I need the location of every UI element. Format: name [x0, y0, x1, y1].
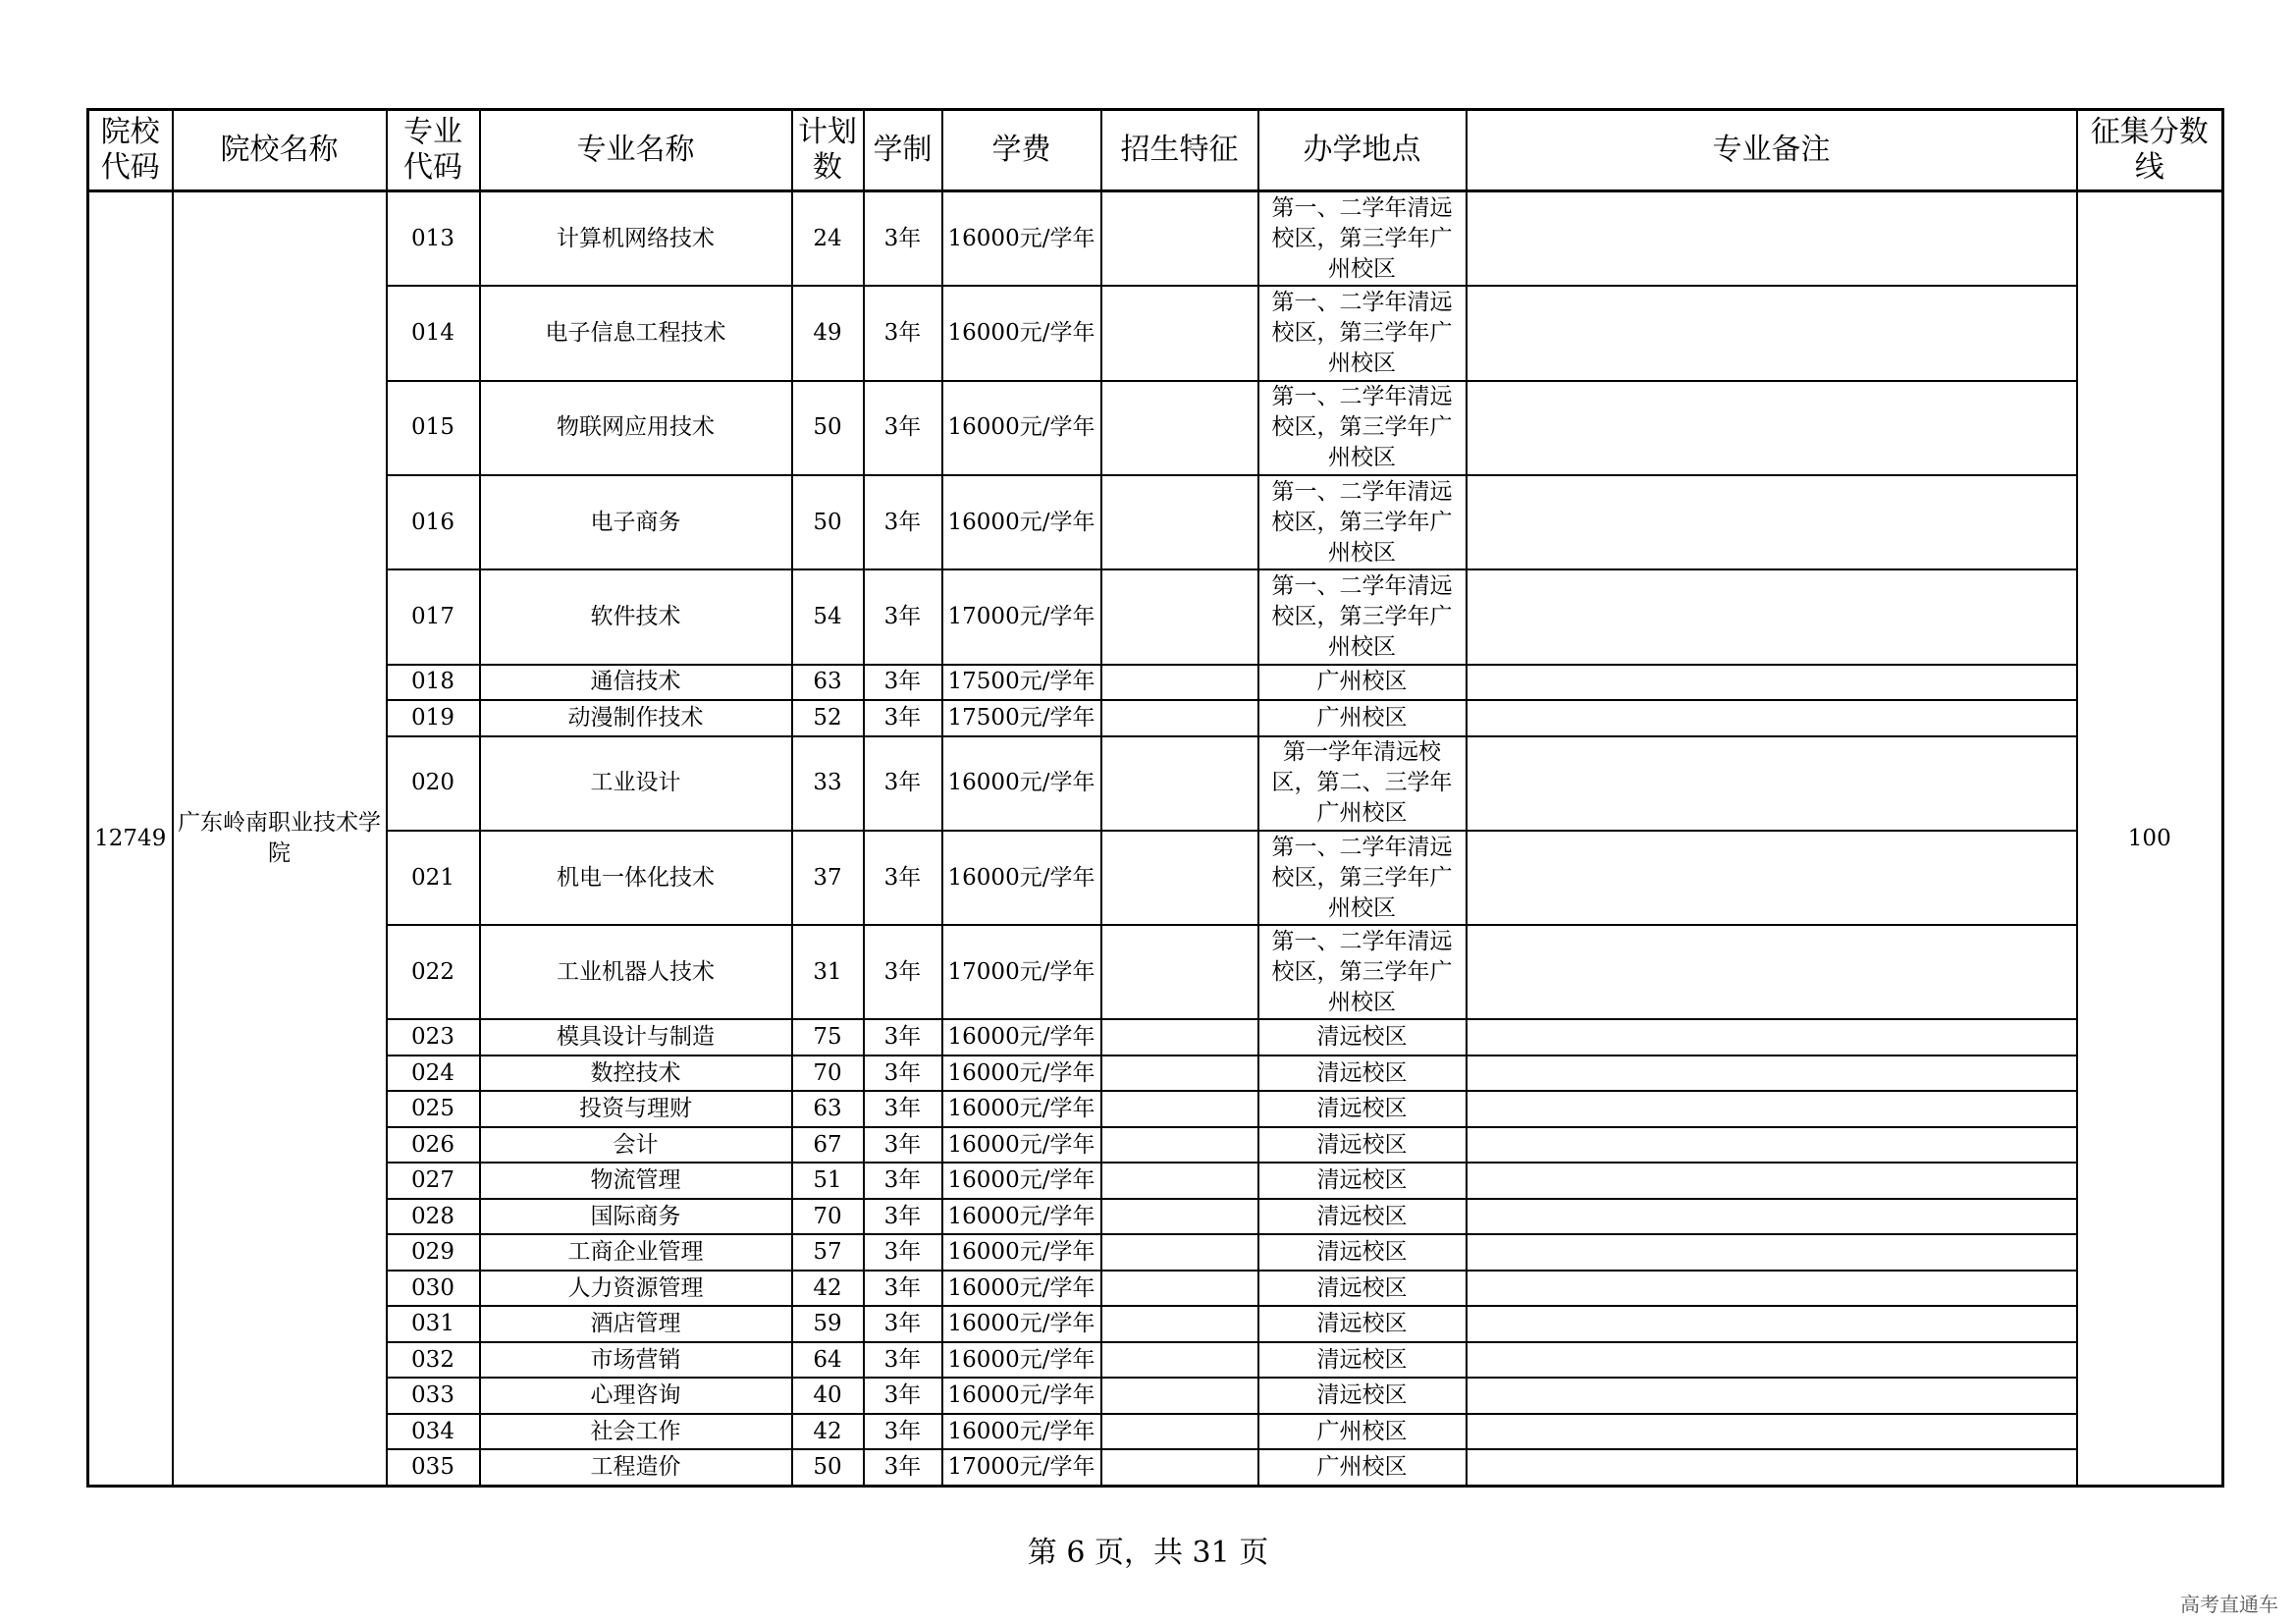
tuition-cell: 16000元/学年 [942, 1127, 1101, 1163]
feature-cell [1101, 1234, 1258, 1270]
location-cell: 清远校区 [1258, 1378, 1467, 1413]
watermark: 高考直通车 [2180, 1593, 2278, 1616]
major-code-cell: 025 [387, 1091, 480, 1126]
location-cell: 清远校区 [1258, 1127, 1467, 1163]
major-name-cell: 物流管理 [480, 1163, 792, 1198]
remark-cell [1467, 925, 2077, 1019]
plan-cell: 50 [792, 381, 864, 475]
plan-cell: 52 [792, 700, 864, 735]
feature-cell [1101, 191, 1258, 287]
plan-cell: 64 [792, 1342, 864, 1378]
feature-cell [1101, 286, 1258, 380]
remark-cell [1467, 1199, 2077, 1234]
plan-cell: 31 [792, 925, 864, 1019]
location-cell: 清远校区 [1258, 1163, 1467, 1198]
plan-cell: 67 [792, 1127, 864, 1163]
feature-cell [1101, 1199, 1258, 1234]
major-code-cell: 022 [387, 925, 480, 1019]
location-cell: 清远校区 [1258, 1056, 1467, 1091]
location-cell: 第一学年清远校区，第二、三学年广州校区 [1258, 736, 1467, 831]
major-name-cell: 计算机网络技术 [480, 191, 792, 287]
tuition-cell: 16000元/学年 [942, 1342, 1101, 1378]
tuition-cell: 16000元/学年 [942, 191, 1101, 287]
location-cell: 清远校区 [1258, 1234, 1467, 1270]
location-cell: 第一、二学年清远校区，第三学年广州校区 [1258, 831, 1467, 925]
feature-cell [1101, 1091, 1258, 1126]
table-row [88, 1091, 2223, 1126]
major-code-cell: 032 [387, 1342, 480, 1378]
major-code-cell: 019 [387, 700, 480, 735]
location-cell: 清远校区 [1258, 1019, 1467, 1055]
table-row [88, 1127, 2223, 1163]
tuition-cell: 16000元/学年 [942, 1019, 1101, 1055]
major-name-cell: 投资与理财 [480, 1091, 792, 1126]
duration-cell: 3年 [864, 700, 942, 735]
remark-cell [1467, 1378, 2077, 1413]
location-cell: 清远校区 [1258, 1199, 1467, 1234]
header-major-code: 专业代码 [387, 110, 480, 191]
major-name-cell: 软件技术 [480, 569, 792, 664]
major-code-cell: 024 [387, 1056, 480, 1091]
feature-cell [1101, 1342, 1258, 1378]
duration-cell: 3年 [864, 736, 942, 831]
remark-cell [1467, 1449, 2077, 1486]
major-code-cell: 023 [387, 1019, 480, 1055]
location-cell: 清远校区 [1258, 1091, 1467, 1126]
feature-cell [1101, 1449, 1258, 1486]
major-code-cell: 015 [387, 381, 480, 475]
major-name-cell: 物联网应用技术 [480, 381, 792, 475]
duration-cell: 3年 [864, 475, 942, 569]
duration-cell: 3年 [864, 665, 942, 700]
major-code-cell: 035 [387, 1449, 480, 1486]
plan-cell: 50 [792, 475, 864, 569]
table-row [88, 569, 2223, 664]
table-row [88, 1271, 2223, 1306]
major-name-cell: 市场营销 [480, 1342, 792, 1378]
plan-cell: 37 [792, 831, 864, 925]
feature-cell [1101, 1306, 1258, 1341]
major-name-cell: 工业机器人技术 [480, 925, 792, 1019]
duration-cell: 3年 [864, 569, 942, 664]
major-name-cell: 机电一体化技术 [480, 831, 792, 925]
tuition-cell: 16000元/学年 [942, 831, 1101, 925]
major-code-cell: 028 [387, 1199, 480, 1234]
tuition-cell: 16000元/学年 [942, 1163, 1101, 1198]
major-name-cell: 动漫制作技术 [480, 700, 792, 735]
plan-cell: 63 [792, 665, 864, 700]
page-footer: 第 6 页，共 31 页 [1027, 1536, 1269, 1570]
location-cell: 广州校区 [1258, 665, 1467, 700]
location-cell: 第一、二学年清远校区，第三学年广州校区 [1258, 381, 1467, 475]
table-row [88, 831, 2223, 925]
plan-cell: 54 [792, 569, 864, 664]
duration-cell: 3年 [864, 1127, 942, 1163]
table-row [88, 381, 2223, 475]
major-name-cell: 模具设计与制造 [480, 1019, 792, 1055]
location-cell: 清远校区 [1258, 1271, 1467, 1306]
feature-cell [1101, 1127, 1258, 1163]
school-code-cell: 12749 [88, 191, 173, 1487]
major-name-cell: 电子信息工程技术 [480, 286, 792, 380]
remark-cell [1467, 1306, 2077, 1341]
duration-cell: 3年 [864, 1306, 942, 1341]
feature-cell [1101, 1019, 1258, 1055]
school-name-cell: 广东岭南职业技术学院 [173, 191, 387, 1487]
location-cell: 第一、二学年清远校区，第三学年广州校区 [1258, 191, 1467, 287]
tuition-cell: 16000元/学年 [942, 286, 1101, 380]
remark-cell [1467, 1342, 2077, 1378]
location-cell: 第一、二学年清远校区，第三学年广州校区 [1258, 475, 1467, 569]
table-row [88, 191, 2223, 287]
major-name-cell: 心理咨询 [480, 1378, 792, 1413]
location-cell: 广州校区 [1258, 700, 1467, 735]
plan-cell: 40 [792, 1378, 864, 1413]
plan-cell: 24 [792, 191, 864, 287]
feature-cell [1101, 1056, 1258, 1091]
header-school-code: 院校代码 [88, 110, 173, 191]
tuition-cell: 16000元/学年 [942, 736, 1101, 831]
location-cell: 清远校区 [1258, 1306, 1467, 1341]
major-name-cell: 国际商务 [480, 1199, 792, 1234]
remark-cell [1467, 1414, 2077, 1449]
plan-cell: 59 [792, 1306, 864, 1341]
table-body [88, 191, 2223, 1487]
admission-table [86, 108, 2224, 1488]
major-code-cell: 021 [387, 831, 480, 925]
tuition-cell: 17000元/学年 [942, 569, 1101, 664]
duration-cell: 3年 [864, 1234, 942, 1270]
duration-cell: 3年 [864, 191, 942, 287]
major-code-cell: 033 [387, 1378, 480, 1413]
major-name-cell: 社会工作 [480, 1414, 792, 1449]
plan-cell: 51 [792, 1163, 864, 1198]
header-remark: 专业备注 [1467, 110, 2077, 191]
remark-cell [1467, 191, 2077, 287]
table-row [88, 736, 2223, 831]
duration-cell: 3年 [864, 831, 942, 925]
major-code-cell: 034 [387, 1414, 480, 1449]
remark-cell [1467, 1163, 2077, 1198]
plan-cell: 50 [792, 1449, 864, 1486]
duration-cell: 3年 [864, 1199, 942, 1234]
major-code-cell: 020 [387, 736, 480, 831]
feature-cell [1101, 475, 1258, 569]
feature-cell [1101, 569, 1258, 664]
duration-cell: 3年 [864, 1056, 942, 1091]
tuition-cell: 16000元/学年 [942, 1234, 1101, 1270]
major-code-cell: 029 [387, 1234, 480, 1270]
location-cell: 清远校区 [1258, 1342, 1467, 1378]
tuition-cell: 16000元/学年 [942, 1199, 1101, 1234]
tuition-cell: 16000元/学年 [942, 381, 1101, 475]
remark-cell [1467, 700, 2077, 735]
location-cell: 第一、二学年清远校区，第三学年广州校区 [1258, 925, 1467, 1019]
feature-cell [1101, 665, 1258, 700]
duration-cell: 3年 [864, 1091, 942, 1126]
plan-cell: 70 [792, 1056, 864, 1091]
location-cell: 第一、二学年清远校区，第三学年广州校区 [1258, 286, 1467, 380]
major-code-cell: 013 [387, 191, 480, 287]
duration-cell: 3年 [864, 381, 942, 475]
table-row [88, 286, 2223, 380]
tuition-cell: 16000元/学年 [942, 1306, 1101, 1341]
plan-cell: 57 [792, 1234, 864, 1270]
duration-cell: 3年 [864, 1378, 942, 1413]
tuition-cell: 17000元/学年 [942, 925, 1101, 1019]
duration-cell: 3年 [864, 1019, 942, 1055]
major-name-cell: 工程造价 [480, 1449, 792, 1486]
feature-cell [1101, 1271, 1258, 1306]
tuition-cell: 16000元/学年 [942, 1271, 1101, 1306]
duration-cell: 3年 [864, 286, 942, 380]
table-row [88, 1019, 2223, 1055]
header-duration: 学制 [864, 110, 942, 191]
header-school-name: 院校名称 [173, 110, 387, 191]
major-code-cell: 018 [387, 665, 480, 700]
tuition-cell: 16000元/学年 [942, 1056, 1101, 1091]
feature-cell [1101, 1378, 1258, 1413]
remark-cell [1467, 831, 2077, 925]
tuition-cell: 17000元/学年 [942, 1449, 1101, 1486]
remark-cell [1467, 665, 2077, 700]
remark-cell [1467, 475, 2077, 569]
remark-cell [1467, 1271, 2077, 1306]
tuition-cell: 16000元/学年 [942, 1091, 1101, 1126]
header-score: 征集分数线 [2077, 110, 2223, 191]
remark-cell [1467, 736, 2077, 831]
duration-cell: 3年 [864, 1449, 942, 1486]
location-cell: 第一、二学年清远校区，第三学年广州校区 [1258, 569, 1467, 664]
feature-cell [1101, 925, 1258, 1019]
plan-cell: 42 [792, 1271, 864, 1306]
table-row [88, 1234, 2223, 1270]
feature-cell [1101, 1163, 1258, 1198]
table-row [88, 665, 2223, 700]
table-row [88, 925, 2223, 1019]
remark-cell [1467, 1091, 2077, 1126]
major-name-cell: 工商企业管理 [480, 1234, 792, 1270]
tuition-cell: 16000元/学年 [942, 1378, 1101, 1413]
duration-cell: 3年 [864, 1414, 942, 1449]
table-row [88, 1449, 2223, 1486]
major-name-cell: 酒店管理 [480, 1306, 792, 1341]
major-code-cell: 027 [387, 1163, 480, 1198]
header-plan: 计划数 [792, 110, 864, 191]
table-row [88, 1199, 2223, 1234]
tuition-cell: 16000元/学年 [942, 475, 1101, 569]
duration-cell: 3年 [864, 1163, 942, 1198]
major-code-cell: 031 [387, 1306, 480, 1341]
plan-cell: 42 [792, 1414, 864, 1449]
remark-cell [1467, 569, 2077, 664]
plan-cell: 63 [792, 1091, 864, 1126]
header-location: 办学地点 [1258, 110, 1467, 191]
plan-cell: 49 [792, 286, 864, 380]
remark-cell [1467, 1234, 2077, 1270]
plan-cell: 70 [792, 1199, 864, 1234]
major-code-cell: 016 [387, 475, 480, 569]
major-name-cell: 工业设计 [480, 736, 792, 831]
tuition-cell: 17500元/学年 [942, 700, 1101, 735]
remark-cell [1467, 1019, 2077, 1055]
tuition-cell: 16000元/学年 [942, 1414, 1101, 1449]
remark-cell [1467, 286, 2077, 380]
table-row [88, 1342, 2223, 1378]
table-row [88, 475, 2223, 569]
table-row [88, 1306, 2223, 1341]
header-row [88, 110, 2223, 191]
major-name-cell: 人力资源管理 [480, 1271, 792, 1306]
location-cell: 广州校区 [1258, 1449, 1467, 1486]
major-code-cell: 026 [387, 1127, 480, 1163]
table-row [88, 1163, 2223, 1198]
table-row [88, 1056, 2223, 1091]
feature-cell [1101, 381, 1258, 475]
score-cell: 100 [2077, 191, 2223, 1487]
table-row [88, 1414, 2223, 1449]
tuition-cell: 17500元/学年 [942, 665, 1101, 700]
table-row [88, 700, 2223, 735]
major-code-cell: 030 [387, 1271, 480, 1306]
feature-cell [1101, 831, 1258, 925]
header-feature: 招生特征 [1101, 110, 1258, 191]
major-name-cell: 通信技术 [480, 665, 792, 700]
major-code-cell: 014 [387, 286, 480, 380]
plan-cell: 75 [792, 1019, 864, 1055]
feature-cell [1101, 736, 1258, 831]
major-name-cell: 电子商务 [480, 475, 792, 569]
location-cell: 广州校区 [1258, 1414, 1467, 1449]
header-tuition: 学费 [942, 110, 1101, 191]
duration-cell: 3年 [864, 1342, 942, 1378]
table-row [88, 1378, 2223, 1413]
remark-cell [1467, 1056, 2077, 1091]
plan-cell: 33 [792, 736, 864, 831]
remark-cell [1467, 1127, 2077, 1163]
remark-cell [1467, 381, 2077, 475]
major-name-cell: 数控技术 [480, 1056, 792, 1091]
duration-cell: 3年 [864, 1271, 942, 1306]
feature-cell [1101, 1414, 1258, 1449]
feature-cell [1101, 700, 1258, 735]
major-code-cell: 017 [387, 569, 480, 664]
duration-cell: 3年 [864, 925, 942, 1019]
major-name-cell: 会计 [480, 1127, 792, 1163]
header-major-name: 专业名称 [480, 110, 792, 191]
